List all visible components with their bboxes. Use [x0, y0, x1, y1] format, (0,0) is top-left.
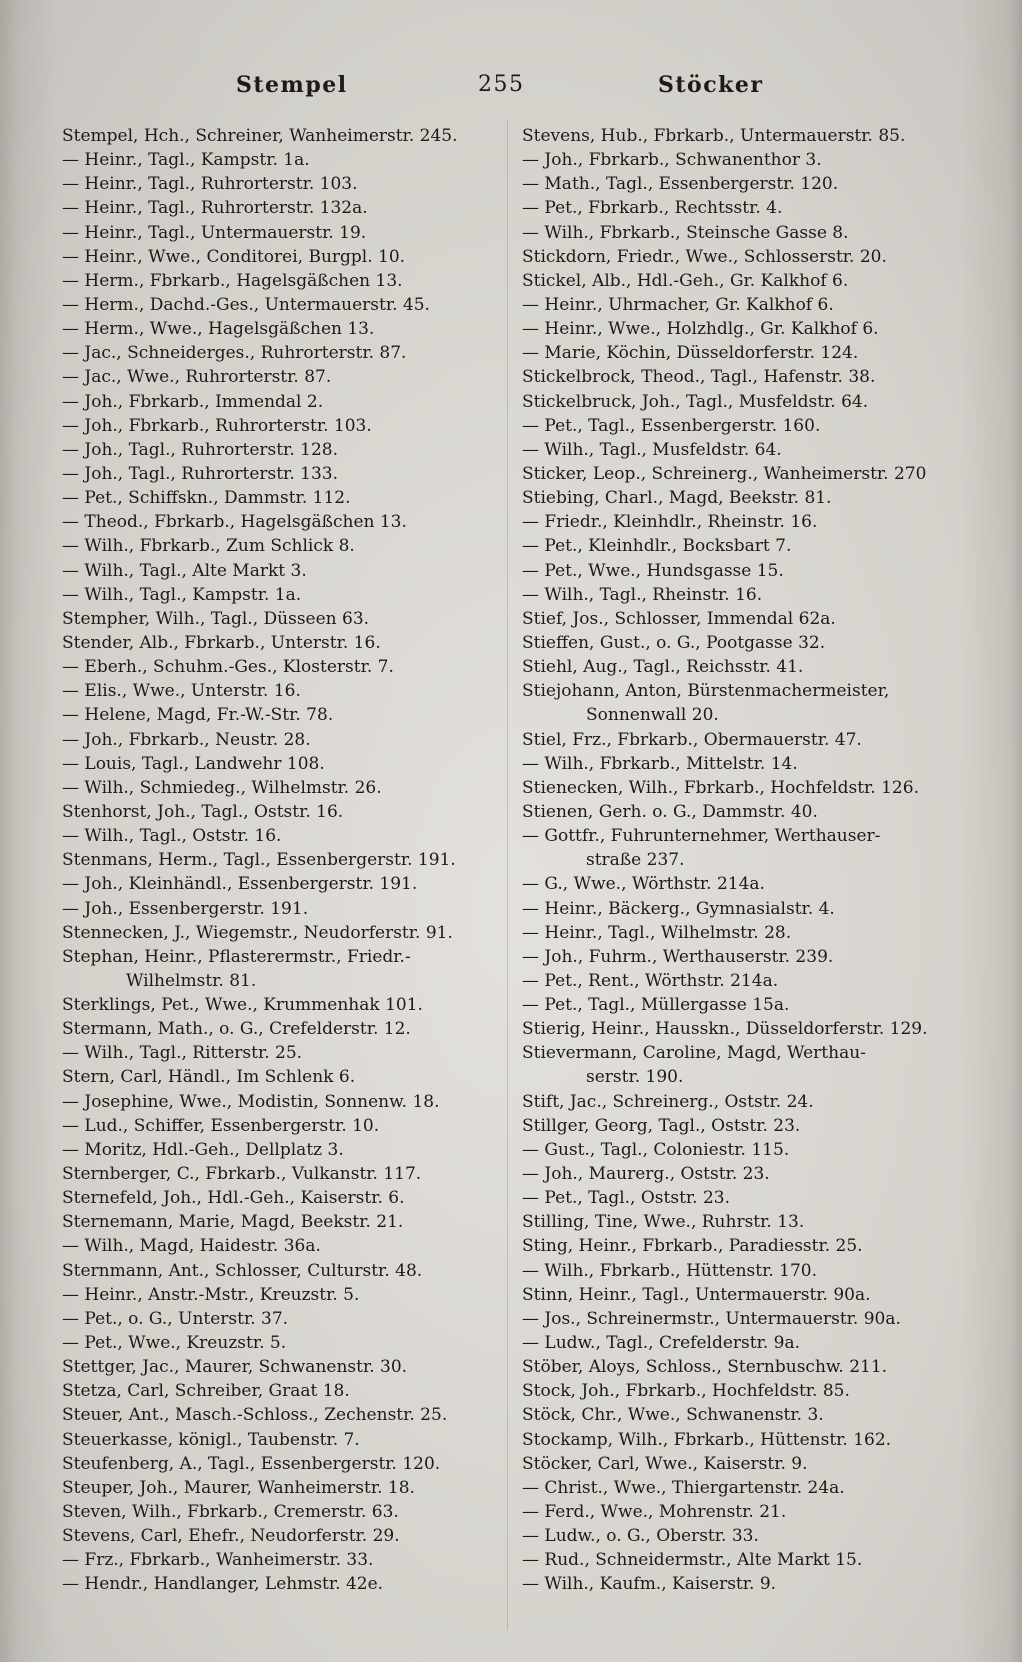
directory-entry: Stilling, Tine, Wwe., Ruhrstr. 13.: [522, 1212, 805, 1233]
directory-entry: — Wilh., Tagl., Kampstr. 1a.: [62, 584, 302, 605]
directory-entry: — Heinr., Wwe., Holzhdlg., Gr. Kalkhof 6.: [522, 319, 879, 340]
directory-entry: — Math., Tagl., Essenbergerstr. 120.: [522, 174, 839, 195]
directory-entry: — Joh., Fbrkarb., Immendal 2.: [62, 391, 324, 412]
directory-entry: — Wilh., Fbrkarb., Mittelstr. 14.: [522, 753, 798, 774]
directory-entry: Steufenberg, A., Tagl., Essenbergerstr. 120.: [62, 1453, 441, 1474]
directory-entry: Steven, Wilh., Fbrkarb., Cremerstr. 63.: [62, 1502, 399, 1523]
directory-entry: — Wilh., Tagl., Musfeldstr. 64.: [522, 439, 782, 460]
directory-entry: — Marie, Köchin, Düsseldorferstr. 124.: [522, 343, 859, 364]
directory-entry: — Jac., Schneiderges., Ruhrorterstr. 87.: [62, 343, 407, 364]
column-divider: [507, 120, 508, 1630]
directory-entry: — G., Wwe., Wörthstr. 214a.: [522, 874, 765, 895]
directory-entry: — Heinr., Bäckerg., Gymnasialstr. 4.: [522, 898, 835, 919]
directory-entry: — Herm., Wwe., Hagelsgäßchen 13.: [62, 319, 375, 340]
directory-entry: Stievermann, Caroline, Magd, Werthau-: [522, 1043, 866, 1064]
directory-entry: — Joh., Fbrkarb., Neustr. 28.: [62, 729, 311, 750]
directory-entry: — Helene, Magd, Fr.-W.-Str. 78.: [62, 705, 334, 726]
directory-entry: — Theod., Fbrkarb., Hagelsgäßchen 13.: [62, 512, 407, 533]
directory-entry: Stiel, Frz., Fbrkarb., Obermauerstr. 47.: [522, 729, 862, 750]
directory-entry: — Wilh., Fbrkarb., Hüttenstr. 170.: [522, 1260, 817, 1281]
directory-entry: — Rud., Schneidermstr., Alte Markt 15.: [522, 1550, 863, 1571]
page-header: [0, 72, 1022, 108]
directory-entry: — Elis., Wwe., Unterstr. 16.: [62, 681, 301, 702]
directory-entry: Sting, Heinr., Fbrkarb., Paradiesstr. 25.: [522, 1236, 863, 1257]
directory-entry: Wilhelmstr. 81.: [126, 970, 257, 991]
directory-entry: — Moritz, Hdl.-Geh., Dellplatz 3.: [62, 1139, 344, 1160]
directory-entry: — Jac., Wwe., Ruhrorterstr. 87.: [62, 367, 332, 388]
directory-entry: Stierig, Heinr., Hausskn., Düsseldorferstr. 129.: [522, 1019, 928, 1040]
directory-entry: Stender, Alb., Fbrkarb., Unterstr. 16.: [62, 632, 381, 653]
directory-entry: Stockamp, Wilh., Fbrkarb., Hüttenstr. 162.: [522, 1429, 892, 1450]
directory-entry: Stienecken, Wilh., Fbrkarb., Hochfeldstr. 126.: [522, 777, 919, 798]
directory-entry: — Gust., Tagl., Coloniestr. 115.: [522, 1139, 790, 1160]
directory-entry: straße 237.: [586, 850, 685, 871]
directory-entry: Stettger, Jac., Maurer, Schwanenstr. 30.: [62, 1357, 408, 1378]
directory-entry: — Heinr., Tagl., Ruhrorterstr. 132a.: [62, 198, 368, 219]
directory-entry: — Joh., Fbrkarb., Ruhrorterstr. 103.: [62, 415, 372, 436]
directory-entry: Stickel, Alb., Hdl.-Geh., Gr. Kalkhof 6.: [522, 270, 849, 291]
page-number: 255: [478, 72, 525, 97]
directory-entry: — Ludw., o. G., Oberstr. 33.: [522, 1526, 759, 1547]
directory-entry: — Joh., Kleinhändl., Essenbergerstr. 191.: [62, 874, 418, 895]
directory-entry: Sternefeld, Joh., Hdl.-Geh., Kaiserstr. 6.: [62, 1188, 405, 1209]
directory-entry: Stöber, Aloys, Schloss., Sternbuschw. 211.: [522, 1357, 888, 1378]
directory-entry: Stern, Carl, Händl., Im Schlenk 6.: [62, 1067, 356, 1088]
directory-entry: Stift, Jac., Schreinerg., Oststr. 24.: [522, 1091, 814, 1112]
directory-entry: Stetza, Carl, Schreiber, Graat 18.: [62, 1381, 350, 1402]
directory-entry: — Pet., Fbrkarb., Rechtsstr. 4.: [522, 198, 783, 219]
directory-entry: Steuper, Joh., Maurer, Wanheimerstr. 18.: [62, 1477, 415, 1498]
directory-entry: Steuerkasse, königl., Taubenstr. 7.: [62, 1429, 360, 1450]
directory-entry: Sternberger, C., Fbrkarb., Vulkanstr. 117.: [62, 1164, 422, 1185]
directory-entry: Sterklings, Pet., Wwe., Krummenhak 101.: [62, 995, 423, 1016]
directory-entry: — Heinr., Tagl., Ruhrorterstr. 103.: [62, 174, 358, 195]
directory-entry: Stenmans, Herm., Tagl., Essenbergerstr. 191.: [62, 850, 456, 871]
directory-entry: — Friedr., Kleinhdlr., Rheinstr. 16.: [522, 512, 818, 533]
directory-entry: — Pet., Kleinhdlr., Bocksbart 7.: [522, 536, 792, 557]
directory-entry: — Louis, Tagl., Landwehr 108.: [62, 753, 325, 774]
directory-entry: — Pet., Wwe., Kreuzstr. 5.: [62, 1333, 287, 1354]
directory-entry: — Christ., Wwe., Thiergartenstr. 24a.: [522, 1477, 845, 1498]
directory-entry: — Wilh., Fbrkarb., Zum Schlick 8.: [62, 536, 355, 557]
directory-entry: — Joh., Maurerg., Oststr. 23.: [522, 1164, 770, 1185]
directory-entry: serstr. 190.: [586, 1067, 684, 1088]
directory-entry: — Pet., Wwe., Hundsgasse 15.: [522, 560, 784, 581]
directory-entry: Stermann, Math., o. G., Crefelderstr. 12.: [62, 1019, 411, 1040]
directory-entry: Stillger, Georg, Tagl., Oststr. 23.: [522, 1115, 801, 1136]
directory-entry: — Heinr., Tagl., Wilhelmstr. 28.: [522, 922, 792, 943]
left-column: [62, 124, 494, 1597]
directory-entry: Stinn, Heinr., Tagl., Untermauerstr. 90a.: [522, 1284, 871, 1305]
directory-entry: Stevens, Hub., Fbrkarb., Untermauerstr. 85.: [522, 126, 906, 146]
directory-entry: — Pet., Tagl., Müllergasse 15a.: [522, 995, 790, 1016]
directory-entry: — Joh., Fbrkarb., Schwanenthor 3.: [522, 150, 822, 171]
directory-entry: — Pet., Tagl., Oststr. 23.: [522, 1188, 731, 1209]
directory-entry: Stenhorst, Joh., Tagl., Oststr. 16.: [62, 801, 344, 822]
directory-entry: Stempher, Wilh., Tagl., Düsseen 63.: [62, 608, 370, 629]
directory-entry: — Eberh., Schuhm.-Ges., Klosterstr. 7.: [62, 657, 394, 678]
directory-entry: Stöck, Chr., Wwe., Schwanenstr. 3.: [522, 1405, 824, 1426]
directory-entry: — Heinr., Tagl., Kampstr. 1a.: [62, 150, 310, 171]
directory-entry: — Heinr., Tagl., Untermauerstr. 19.: [62, 222, 367, 243]
directory-entry: Stevens, Carl, Ehefr., Neudorferstr. 29.: [62, 1526, 400, 1547]
directory-entry: — Wilh., Magd, Haidestr. 36a.: [62, 1236, 321, 1257]
directory-entry: — Josephine, Wwe., Modistin, Sonnenw. 18.: [62, 1091, 440, 1112]
directory-entry: Stiejohann, Anton, Bürstenmachermeister,: [522, 681, 890, 702]
directory-entry: — Joh., Tagl., Ruhrorterstr. 133.: [62, 463, 338, 484]
directory-entry: — Frz., Fbrkarb., Wanheimerstr. 33.: [62, 1550, 374, 1571]
directory-entry: — Wilh., Kaufm., Kaiserstr. 9.: [522, 1574, 777, 1595]
directory-entry: — Pet., Tagl., Essenbergerstr. 160.: [522, 415, 821, 436]
directory-entry: Stickelbrock, Theod., Tagl., Hafenstr. 38.: [522, 367, 876, 388]
right-column: [522, 124, 954, 1597]
directory-entry: Sternemann, Marie, Magd, Beekstr. 21.: [62, 1212, 404, 1233]
directory-entry: Stöcker, Carl, Wwe., Kaiserstr. 9.: [522, 1453, 808, 1474]
directory-entry: Sonnenwall 20.: [586, 705, 719, 726]
directory-entry: Stock, Joh., Fbrkarb., Hochfeldstr. 85.: [522, 1381, 850, 1402]
directory-entry: — Herm., Dachd.-Ges., Untermauerstr. 45.: [62, 294, 430, 315]
directory-entry: — Wilh., Tagl., Alte Markt 3.: [62, 560, 307, 581]
directory-entry: — Wilh., Tagl., Oststr. 16.: [62, 826, 282, 847]
directory-entry: Steuer, Ant., Masch.-Schloss., Zechenstr. 25.: [62, 1405, 448, 1426]
directory-entry: Stickelbruck, Joh., Tagl., Musfeldstr. 64.: [522, 391, 869, 412]
directory-entry: — Pet., Schiffskn., Dammstr. 112.: [62, 488, 351, 509]
directory-entry: — Jos., Schreinermstr., Untermauerstr. 90a.: [522, 1308, 901, 1329]
directory-entry: — Ludw., Tagl., Crefelderstr. 9a.: [522, 1333, 800, 1354]
directory-entry: Stephan, Heinr., Pflasterermstr., Friedr.-: [62, 946, 411, 967]
directory-entry: — Wilh., Fbrkarb., Steinsche Gasse 8.: [522, 222, 849, 243]
directory-entry: — Joh., Essenbergerstr. 191.: [62, 898, 309, 919]
directory-entry: Stief, Jos., Schlosser, Immendal 62a.: [522, 608, 836, 629]
directory-entry: Stiebing, Charl., Magd, Beekstr. 81.: [522, 488, 832, 509]
directory-entry: Sticker, Leop., Schreinerg., Wanheimerstr. 270: [522, 463, 927, 484]
directory-entry: — Hendr., Handlanger, Lehmstr. 42e.: [62, 1574, 384, 1595]
header-left-keyword: Stempel: [236, 72, 348, 98]
directory-entry: Sternmann, Ant., Schlosser, Culturstr. 48.: [62, 1260, 423, 1281]
directory-entry: — Gottfr., Fuhrunternehmer, Werthauser-: [522, 826, 881, 847]
directory-entry: — Herm., Fbrkarb., Hagelsgäßchen 13.: [62, 270, 403, 291]
directory-entry: — Wilh., Tagl., Ritterstr. 25.: [62, 1043, 303, 1064]
directory-entry: — Heinr., Anstr.-Mstr., Kreuzstr. 5.: [62, 1284, 360, 1305]
directory-entry: — Lud., Schiffer, Essenbergerstr. 10.: [62, 1115, 380, 1136]
directory-entry: — Joh., Fuhrm., Werthauserstr. 239.: [522, 946, 834, 967]
directory-entry: — Heinr., Uhrmacher, Gr. Kalkhof 6.: [522, 294, 834, 315]
directory-entry: — Joh., Tagl., Ruhrorterstr. 128.: [62, 439, 338, 460]
directory-entry: — Wilh., Tagl., Rheinstr. 16.: [522, 584, 763, 605]
directory-entry: — Ferd., Wwe., Mohrenstr. 21.: [522, 1502, 787, 1523]
directory-entry: — Pet., Rent., Wörthstr. 214a.: [522, 970, 779, 991]
header-right-keyword: Stöcker: [658, 72, 764, 98]
directory-entry: — Wilh., Schmiedeg., Wilhelmstr. 26.: [62, 777, 382, 798]
directory-entry: — Heinr., Wwe., Conditorei, Burgpl. 10.: [62, 246, 406, 267]
directory-entry: Stiehl, Aug., Tagl., Reichsstr. 41.: [522, 657, 804, 678]
directory-entry: Stieffen, Gust., o. G., Pootgasse 32.: [522, 632, 826, 653]
directory-entry: — Pet., o. G., Unterstr. 37.: [62, 1308, 289, 1329]
directory-entry: Stienen, Gerh. o. G., Dammstr. 40.: [522, 801, 818, 822]
directory-entry: Stennecken, J., Wiegemstr., Neudorferstr. 91.: [62, 922, 453, 943]
directory-entry: Stempel, Hch., Schreiner, Wanheimerstr. 245.: [62, 126, 458, 146]
directory-entry: Stickdorn, Friedr., Wwe., Schlosserstr. 20.: [522, 246, 887, 267]
